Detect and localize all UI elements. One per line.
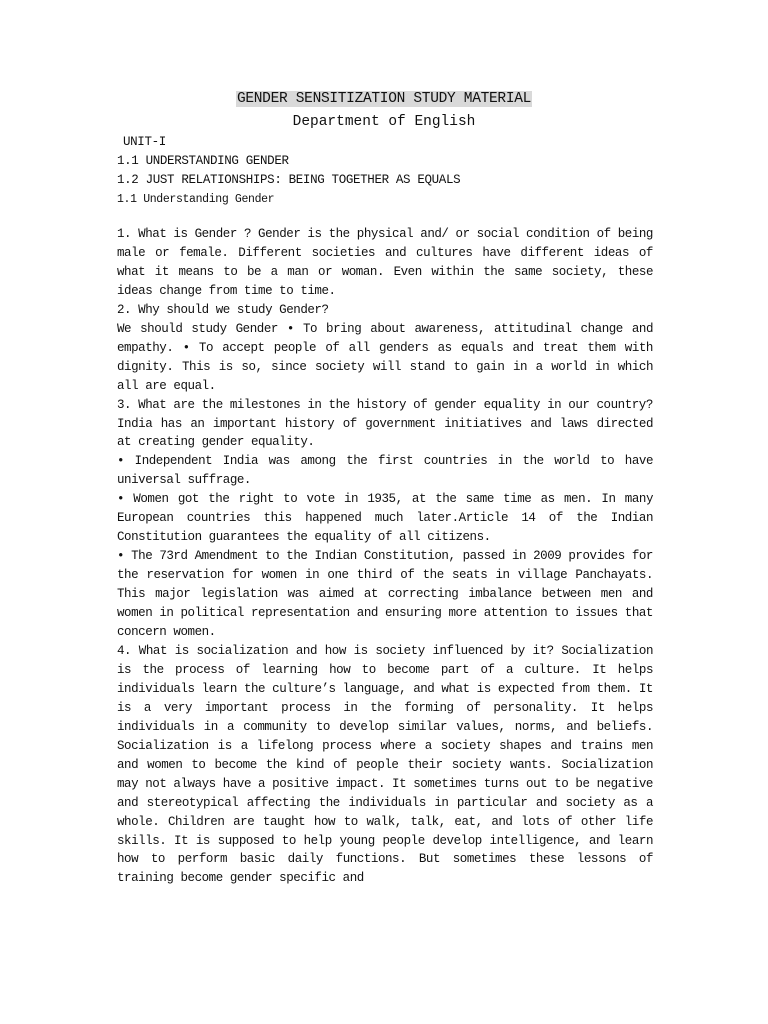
toc-item: 1.2 JUST RELATIONSHIPS: BEING TOGETHER AS EQUALS	[117, 173, 461, 187]
bullet-paragraph: • Women got the right to vote in 1935, at the same time as men. In many European countries this happened much later.Article 14 of the Indian Constitution guarantees the equality of all citizens.	[117, 492, 653, 545]
table-of-contents	[117, 133, 657, 209]
bullet-paragraph: • Independent India was among the first countries in the world to have universal suffrage.	[117, 454, 653, 488]
document-title	[0, 89, 768, 109]
bullet-paragraph: • The 73rd Amendment to the Indian Constitution, passed in 2009 provides for the reservation for women in one third of the seats in village Panchayats. This major legislation was aimed at correcting imbalance between men and women in political representation and ensuring more attention to issues that concern women.	[117, 549, 653, 640]
section-heading: 1.1 Understanding Gender	[117, 193, 275, 206]
title-text: GENDER SENSITIZATION STUDY MATERIAL	[236, 91, 532, 107]
unit-label: UNIT-I	[123, 135, 166, 149]
question-heading: 3. What are the milestones in the history of gender equality in our country?	[117, 397, 653, 412]
document-body	[117, 225, 653, 888]
paragraph: 1. What is Gender ? Gender is the physical and/ or social condition of being male or female. Different societies and cultures have different ideas of what it means to be a man or woman. Even within the same society, these ideas change from time to time.	[117, 227, 653, 298]
department-heading: Department of English	[292, 114, 476, 130]
paragraph: We should study Gender • To bring about awareness, attitudinal change and empathy. • To accept people of all genders as equals and treat them with dignity. This is so, since society will stand to gain in a world in which all are equal.	[117, 321, 653, 393]
question-heading: 2. Why should we study Gender?	[117, 302, 329, 317]
paragraph: 4. What is socialization and how is society influenced by it? Socialization is the process of learning how to become part of a culture. It helps individuals learn the culture’s language, and what is expected from them. It is a very important process in the forming of personality. It helps individuals in a community to develop similar values, norms, and beliefs. Socialization is a lifelong process where a society shapes and trains men and women to become the kind of people their society wants. Socialization may not always have a positive impact. It sometimes turns out to be negative and stereotypical affecting the individuals in particular and society as a whole. Children are taught how to walk, talk, eat, and lots of other life skills. It is supposed to help young people develop intelligence, and learn how to perform basic daily functions. But sometimes these lessons of training become gender specific and	[117, 643, 653, 886]
paragraph: India has an important history of government initiatives and laws directed at creating gender equality.	[117, 416, 653, 450]
toc-item: 1.1 UNDERSTANDING GENDER	[117, 154, 289, 168]
